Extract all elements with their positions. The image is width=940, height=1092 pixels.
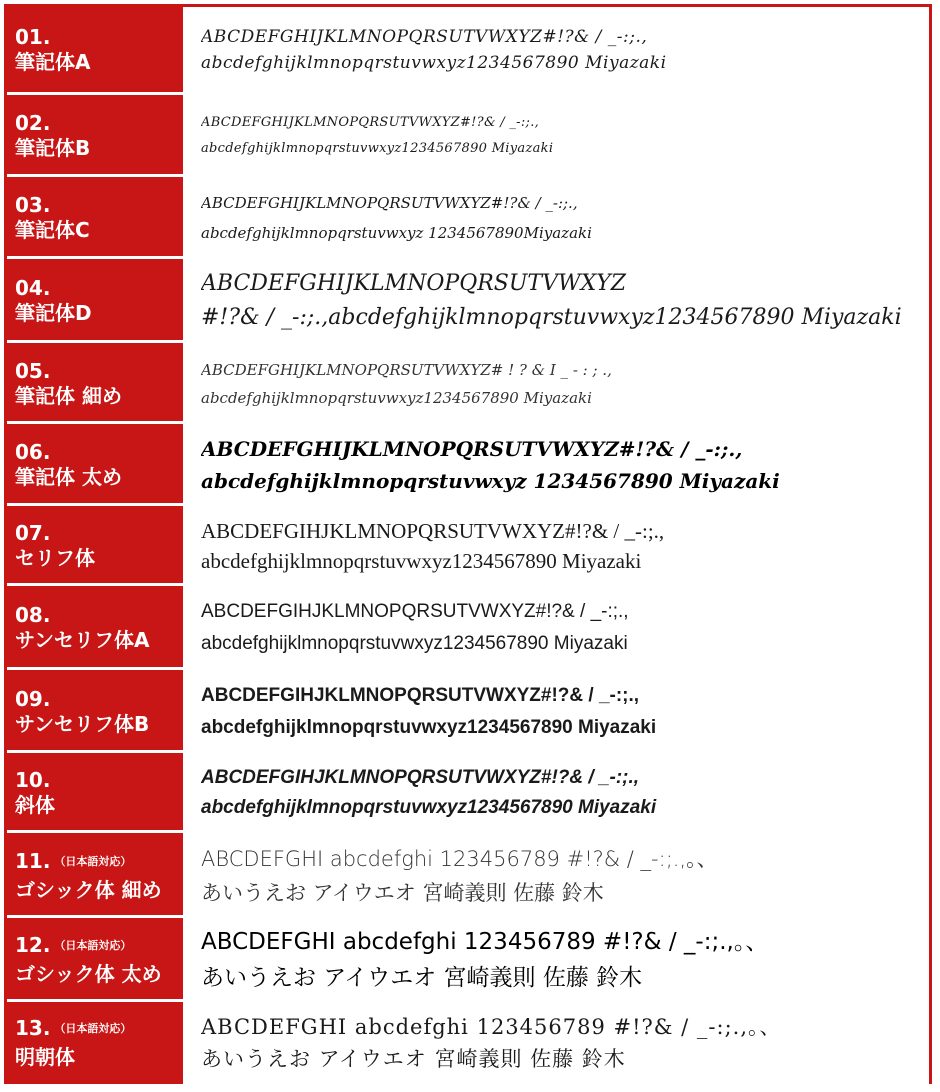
font-sample — [183, 918, 929, 1002]
font-row-01 — [7, 7, 929, 92]
sample-line-japanese: あいうえお アイウエオ 宮崎義則 佐藤 鈴木 — [201, 880, 604, 905]
font-name: ゴシック体 細め — [15, 877, 162, 902]
sample-line-japanese: あいうえお アイウエオ 宮崎義則 佐藤 鈴木 — [201, 965, 643, 991]
font-label — [7, 833, 183, 918]
font-name: ゴシック体 太め — [15, 962, 162, 986]
font-number: 13. — [15, 1016, 51, 1040]
font-sample — [183, 1002, 929, 1084]
font-label — [7, 506, 183, 586]
font-row-08 — [7, 583, 929, 670]
font-name: 筆記体C — [15, 218, 90, 242]
sample-line-uppercase: ABCDEFGHIJKLMNOPQRSUTVWXYZ — [201, 271, 627, 296]
font-label — [7, 95, 183, 177]
font-row-09 — [7, 667, 929, 753]
sample-line-uppercase: ABCDEFGIHJKLMNOPQRSUTVWXYZ#!?& / _-:;., — [201, 767, 640, 788]
japanese-support-tag: （日本語対応） — [54, 939, 132, 952]
font-row-06 — [7, 421, 929, 506]
sample-line-lowercase: abcdefghijklmnopqrstuvwxyz1234567890 Miyazaki — [201, 52, 667, 73]
font-label — [7, 343, 183, 424]
sample-line-uppercase: ABCDEFGHIJKLMNOPQRSUTVWXYZ#!?& / _-:;., — [201, 194, 578, 212]
font-sample-table — [4, 4, 932, 1084]
font-name: セリフ体 — [15, 546, 95, 570]
font-row-04 — [7, 256, 929, 343]
font-name: 斜体 — [15, 793, 55, 817]
font-row-03 — [7, 174, 929, 259]
sample-line-uppercase: ABCDEFGIHJKLMNOPQRSUTVWXYZ#!?& / _-:;., — [201, 684, 640, 706]
sample-line-latin: ABCDEFGHI abcdefghi 123456789 #!?& / _-:;.,。、 — [201, 1015, 782, 1039]
japanese-support-tag: （日本語対応） — [54, 1022, 132, 1035]
sample-line-lowercase: abcdefghijklmnopqrstuvwxyz1234567890 Miyazaki — [201, 549, 642, 573]
font-row-11 — [7, 830, 929, 918]
sample-line-uppercase: ABCDEFGHIJKLMNOPQRSUTVWXYZ# ! ? & I _ - : ; ., — [201, 360, 612, 379]
sample-line-lowercase: abcdefghijklmnopqrstuvwxyz1234567890 Miyazaki — [201, 388, 592, 407]
sample-line-japanese: あいうえお アイウエオ 宮崎義則 佐藤 鈴木 — [201, 1047, 626, 1071]
font-label — [7, 7, 183, 92]
font-row-12 — [7, 915, 929, 1002]
font-number: 10. — [15, 768, 51, 792]
font-sample — [183, 424, 929, 506]
font-label — [7, 424, 183, 506]
font-sample — [183, 7, 929, 92]
sample-line-lowercase: abcdefghijklmnopqrstuvwxyz 1234567890Miyazaki — [201, 224, 592, 242]
font-row-05 — [7, 340, 929, 424]
font-name: 筆記体 太め — [15, 465, 122, 489]
sample-line-uppercase: ABCDEFGIHJKLMNOPQRSUTVWXYZ#!?& / _-:;., — [201, 601, 629, 622]
font-name: 筆記体B — [15, 136, 91, 160]
font-label — [7, 918, 183, 1002]
font-name: 明朝体 — [15, 1045, 75, 1069]
sample-line-uppercase: ABCDEFGHIJKLMNOPQRSUTVWXYZ#!?& / _-:;., — [201, 115, 540, 130]
font-row-02 — [7, 92, 929, 177]
japanese-support-tag: （日本語対応） — [54, 854, 132, 868]
font-sample — [183, 343, 929, 424]
font-label — [7, 670, 183, 753]
font-number: 07. — [15, 521, 51, 545]
font-label — [7, 177, 183, 259]
font-label — [7, 753, 183, 833]
font-number: 09. — [15, 686, 51, 711]
sample-line-latin: ABCDEFGHI abcdefghi 123456789 #!?& / _-:;.,。、 — [201, 846, 718, 871]
font-number: 06. — [15, 440, 51, 464]
font-row-10 — [7, 750, 929, 833]
font-number: 03. — [15, 193, 51, 217]
font-number: 01. — [15, 24, 51, 49]
font-number: 05. — [15, 358, 51, 383]
font-name: サンセリフ体B — [15, 711, 150, 736]
font-number: 11. — [15, 848, 51, 873]
font-sample — [183, 753, 929, 833]
font-label — [7, 1002, 183, 1084]
font-row-07 — [7, 503, 929, 586]
sample-line-lowercase: #!?& / _-:;.,abcdefghijklmnopqrstuvwxyz1234567890 Miyazaki — [201, 305, 902, 330]
font-sample — [183, 259, 929, 343]
font-sample — [183, 586, 929, 670]
sample-line-lowercase: abcdefghijklmnopqrstuvwxyz 1234567890 Miyazaki — [201, 469, 780, 493]
font-number: 12. — [15, 933, 51, 957]
font-number: 04. — [15, 276, 51, 300]
font-sample — [183, 177, 929, 259]
sample-line-latin: ABCDEFGHI abcdefghi 123456789 #!?& / _-:;.,。、 — [201, 929, 769, 955]
font-sample — [183, 833, 929, 918]
sample-line-lowercase: abcdefghijklmnopqrstuvwxyz1234567890 Miyazaki — [201, 633, 628, 654]
sample-line-uppercase: ABCDEFGHIJKLMNOPQRSUTVWXYZ#!?& / _-:;., — [201, 437, 743, 461]
font-sample — [183, 506, 929, 586]
font-sample — [183, 670, 929, 753]
sample-line-lowercase: abcdefghijklmnopqrstuvwxyz1234567890 Miyazaki — [201, 797, 657, 818]
font-row-13 — [7, 999, 929, 1084]
sample-line-lowercase: abcdefghijklmnopqrstuvwxyz1234567890 Miyazaki — [201, 716, 657, 738]
font-label — [7, 259, 183, 343]
font-number: 08. — [15, 603, 51, 627]
font-name: 筆記体A — [15, 49, 91, 74]
font-name: サンセリフ体A — [15, 628, 150, 652]
font-name: 筆記体 細め — [15, 383, 122, 408]
font-number: 02. — [15, 111, 51, 135]
font-name: 筆記体D — [15, 301, 92, 325]
font-label — [7, 586, 183, 670]
sample-line-uppercase: ABCDEFGIHJKLMNOPQRSUTVWXYZ#!?& / _-:;., — [201, 519, 665, 543]
font-sample — [183, 95, 929, 177]
sample-line-uppercase: ABCDEFGHIJKLMNOPQRSUTVWXYZ#!?& / _-:;., — [201, 26, 648, 47]
sample-line-lowercase: abcdefghijklmnopqrstuvwxyz1234567890 Miyazaki — [201, 141, 554, 156]
